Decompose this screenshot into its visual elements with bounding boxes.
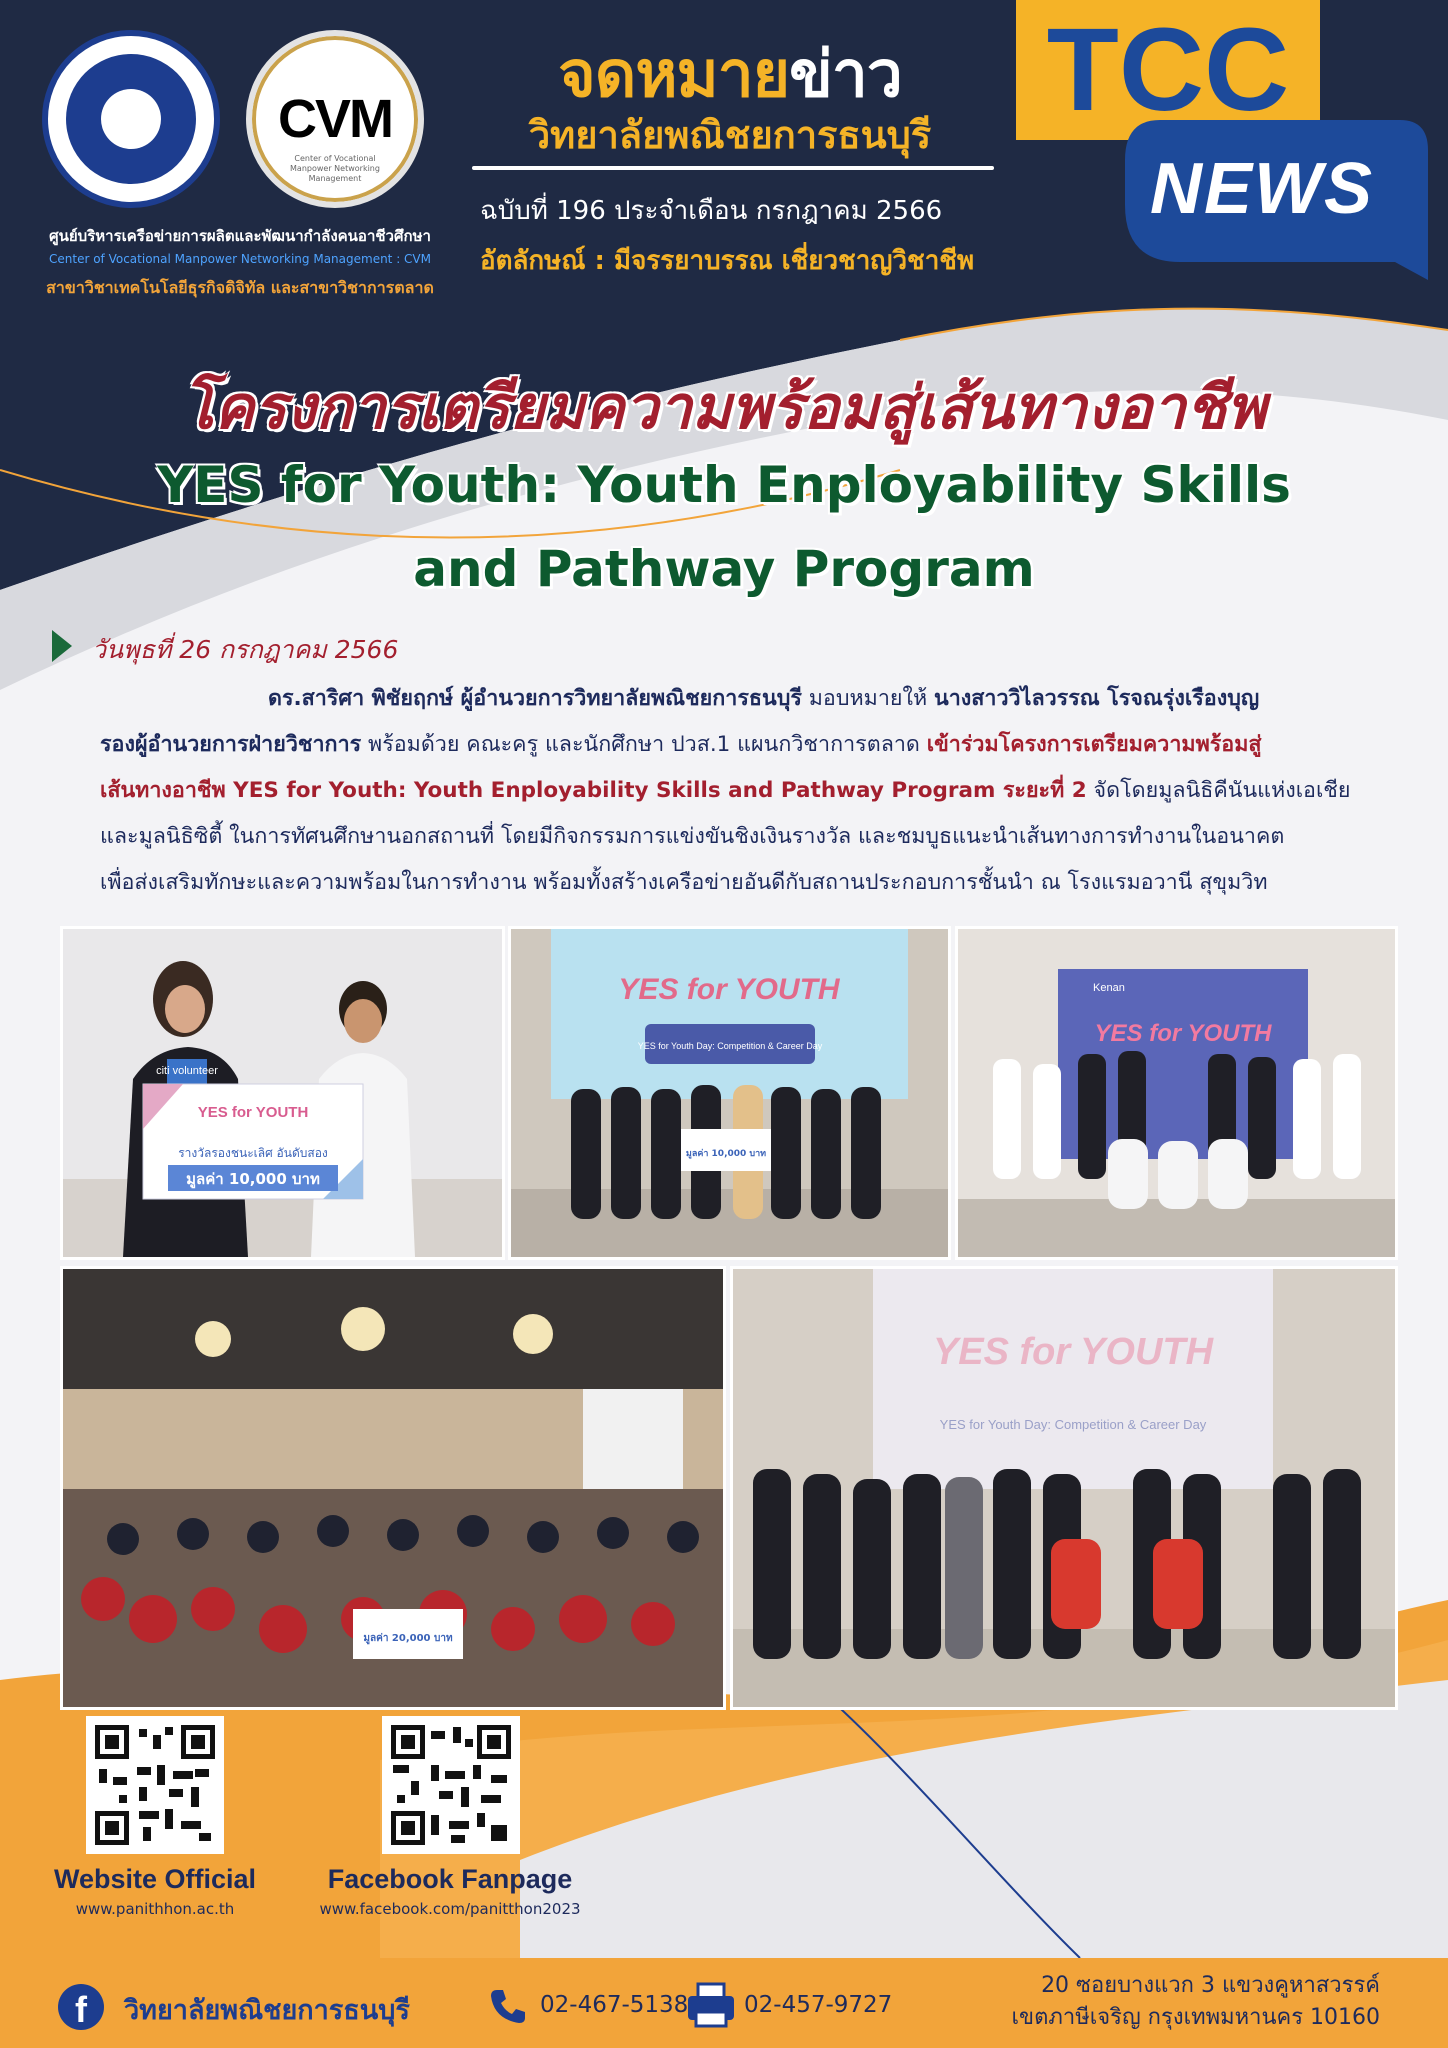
tcc-label: TCC (1046, 4, 1290, 136)
phone-icon (488, 1986, 528, 2026)
photo-award-presentation (60, 926, 505, 1260)
article-line (100, 676, 1380, 722)
phone-number[interactable]: 02-467-5138 (540, 1992, 689, 2018)
p5-banner-logo: YES for YOUTH (932, 1331, 1214, 1373)
p5-banner-sub: YES for Youth Day: Competition & Career Day (939, 1417, 1207, 1432)
department-name: สาขาวิชาเทคโนโลยีธุรกิจดิจิทัล และสาขาวิชาการตลาด (46, 278, 434, 297)
p2-banner-logo: YES for YOUTH (618, 973, 840, 1006)
photo-students-banner (955, 926, 1398, 1260)
p3-banner-logo: YES for YOUTH (1094, 1020, 1272, 1047)
article-body (100, 676, 1380, 906)
center-name-en: Center of Vocational Manpower Networking Management : CVM (49, 252, 431, 266)
article-line (100, 722, 1380, 768)
article-text: โดยมีกิจกรรมการแข่งขันชิงเงินรางวัล และชมบูธแนะนำเส้นทางการทำงานในอนาคต (494, 824, 1285, 849)
website-label: Website Official (53, 1864, 257, 1894)
address (960, 1970, 1380, 2034)
p2-banner-sub: YES for Youth Day: Competition & Career Day (637, 1041, 823, 1051)
p1-sign-line1: รางวัลรองชนะเลิศ อันดับสอง (178, 1146, 328, 1160)
fax-icon (686, 1982, 736, 2028)
address-line2: เขตภาษีเจริญ กรุงเทพมหานคร 10160 (1011, 2005, 1380, 2030)
p4-sign: มูลค่า 20,000 บาท (363, 1633, 453, 1644)
p1-sign-logo: YES for YOUTH (197, 1104, 309, 1121)
photo-hall-crowd (60, 1266, 726, 1710)
p2-sign: มูลค่า 10,000 บาท (685, 1149, 767, 1159)
article-text: มอบหมายให้ (801, 686, 935, 711)
project-title-en-line2: and Pathway Program (413, 540, 1035, 598)
deputy-name: นางสาววิไลวรรณ โรจณรุ่งเรืองบุญ (934, 686, 1260, 711)
photo-group-stage (508, 926, 951, 1260)
footer-college-name: วิทยาลัยพณิชยการธนบุรี (124, 1995, 410, 2026)
article-highlight: เส้นทางอาชีพ YES for Youth: Youth Enployability Skills and Pathway Program ระยะที่ 2 (100, 778, 1087, 803)
center-name-th: ศูนย์บริหารเครือข่ายการผลิตและพัฒนากำลังคนอาชีวศึกษา (49, 227, 431, 245)
director-name: ดร.สาริศา พิชัยฤกษ์ ผู้อำนวยการวิทยาลัยพณิชยการธนบุรี (268, 686, 802, 711)
college-name-header: วิทยาลัยพณิชยการธนบุรี (528, 113, 932, 157)
article-text: จัดโดยมูลนิธิคีนันแห่งเอเชีย (1086, 778, 1351, 803)
p1-sign-line2: มูลค่า 10,000 บาท (186, 1170, 320, 1188)
article-line (100, 814, 1380, 860)
cvm-logo-text: CVM (278, 89, 392, 149)
facebook-icon[interactable]: f (58, 1984, 104, 2030)
cvm-logo-sub: Center of Vocational Manpower Networking Management (290, 154, 380, 183)
article-line (100, 860, 1380, 906)
facebook-url[interactable]: www.facebook.com/panitthon2023 (319, 1900, 581, 1918)
article-highlight: เข้าร่วมโครงการเตรียมความพร้อมสู่ (926, 732, 1262, 757)
website-url[interactable]: www.panithhon.ac.th (75, 1900, 235, 1918)
newsletter-title-yellow: จดหมาย (558, 38, 790, 112)
photo-staff-group (730, 1266, 1398, 1710)
newsletter-title-white: ข่าว (789, 38, 902, 112)
address-line1: 20 ซอยบางแวก 3 แขวงคูหาสวรรค์ (1041, 1973, 1380, 1998)
identity-line: อัตลักษณ์ : มีจรรยาบรรณ เชี่ยวชาญวิชาชีพ (480, 246, 975, 276)
article-line (100, 768, 1380, 814)
p1-shirt-text: citi volunteer (156, 1065, 218, 1077)
facebook-qr-code[interactable] (382, 1716, 520, 1854)
facebook-label: Facebook Fanpage (327, 1864, 573, 1894)
project-title-en-line1: YES for Youth: Youth Enployability Skills (157, 456, 1291, 514)
issue-line: ฉบับที่ 196 ประจำเดือน กรกฎาคม 2566 (480, 196, 943, 226)
article-text: เพื่อส่งเสริมทักษะและความพร้อมในการทำงาน พร้อมทั้งสร้างเครือข่ายอันดีกับสถานประกอบการชั้นนำ (100, 870, 1034, 895)
website-qr-code[interactable] (86, 1716, 224, 1854)
fax-number[interactable]: 02-457-9727 (744, 1992, 893, 2018)
article-text: ณ โรงแรมอวานี สุขุมวิท (1033, 870, 1268, 895)
p3-banner-brand: Kenan (1093, 982, 1125, 994)
news-label: NEWS (1150, 149, 1374, 229)
event-date: วันพุธที่ 26 กรกฎาคม 2566 (92, 635, 399, 664)
article-text: พร้อมด้วย คณะครู และนักศึกษา ปวส.1 แผนกวิชาการตลาด (361, 732, 927, 757)
deputy-title: รองผู้อำนวยการฝ่ายวิชาการ (100, 732, 362, 757)
date-arrow-icon (52, 630, 72, 662)
article-text: และมูลนิธิซิตี้ ในการทัศนศึกษานอกสถานที่ (100, 824, 495, 849)
project-title-th: โครงการเตรียมความพร้อมสู่เส้นทางอาชีพ (181, 373, 1267, 443)
